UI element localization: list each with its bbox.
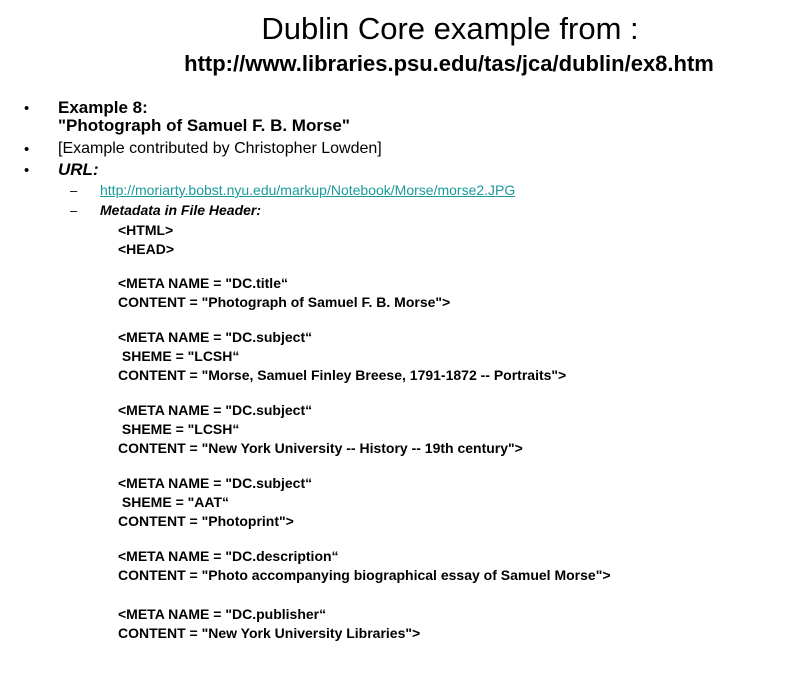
code-meta-subject2-scheme: SHEME = "LCSH“ — [118, 421, 240, 437]
code-meta-title-name: <META NAME = "DC.title“ — [118, 275, 288, 291]
bullet-url — [58, 161, 99, 179]
code-html-tag: <HTML> — [118, 222, 174, 238]
code-meta-subject2-name: <META NAME = "DC.subject“ — [118, 402, 313, 418]
code-meta-publisher-content: CONTENT = "New York University Libraries"> — [118, 625, 421, 641]
contributor-text: [Example contributed by Christopher Lowden] — [58, 140, 382, 157]
code-meta-publisher-name: <META NAME = "DC.publisher“ — [118, 606, 327, 622]
code-meta-subject3-name: <META NAME = "DC.subject“ — [118, 475, 313, 491]
code-meta-subject1-scheme: SHEME = "LCSH“ — [118, 348, 240, 364]
sub-bullet-link — [100, 182, 515, 199]
code-head-tag: <HEAD> — [118, 241, 175, 257]
dash-1: – — [70, 183, 78, 198]
code-meta-description-content: CONTENT = "Photo accompanying biographical essay of Samuel Morse"> — [118, 567, 611, 583]
bullet-dot-1: • — [24, 100, 30, 117]
code-meta-title-content: CONTENT = "Photograph of Samuel F. B. Morse"> — [118, 294, 451, 310]
url-label: URL: — [58, 160, 99, 179]
sub-bullet-metadata — [100, 202, 261, 219]
bullet-dot-2: • — [24, 141, 30, 158]
slide-subtitle-url: http://www.libraries.psu.edu/tas/jca/dublin/ex8.htm — [184, 51, 714, 76]
code-meta-subject2-content: CONTENT = "New York University -- History -- 19th century"> — [118, 440, 523, 456]
example-label: Example 8: — [58, 98, 148, 117]
example-title: "Photograph of Samuel F. B. Morse" — [58, 116, 350, 135]
bullet-example — [58, 99, 350, 135]
code-meta-description-name: <META NAME = "DC.description“ — [118, 548, 339, 564]
code-meta-subject1-content: CONTENT = "Morse, Samuel Finley Breese, 1791-1872 -- Portraits"> — [118, 367, 567, 383]
bullet-dot-3: • — [24, 162, 30, 179]
image-url-link[interactable]: http://moriarty.bobst.nyu.edu/markup/Notebook/Morse/morse2.JPG — [100, 182, 516, 198]
dash-2: – — [70, 203, 78, 218]
code-meta-subject3-content: CONTENT = "Photoprint"> — [118, 513, 294, 529]
bullet-contributor — [58, 140, 382, 158]
code-meta-subject1-name: <META NAME = "DC.subject“ — [118, 329, 313, 345]
code-meta-subject3-scheme: SHEME = "AAT“ — [118, 494, 230, 510]
metadata-label: Metadata in File Header: — [100, 202, 262, 218]
slide-title: Dublin Core example from : — [261, 11, 639, 46]
